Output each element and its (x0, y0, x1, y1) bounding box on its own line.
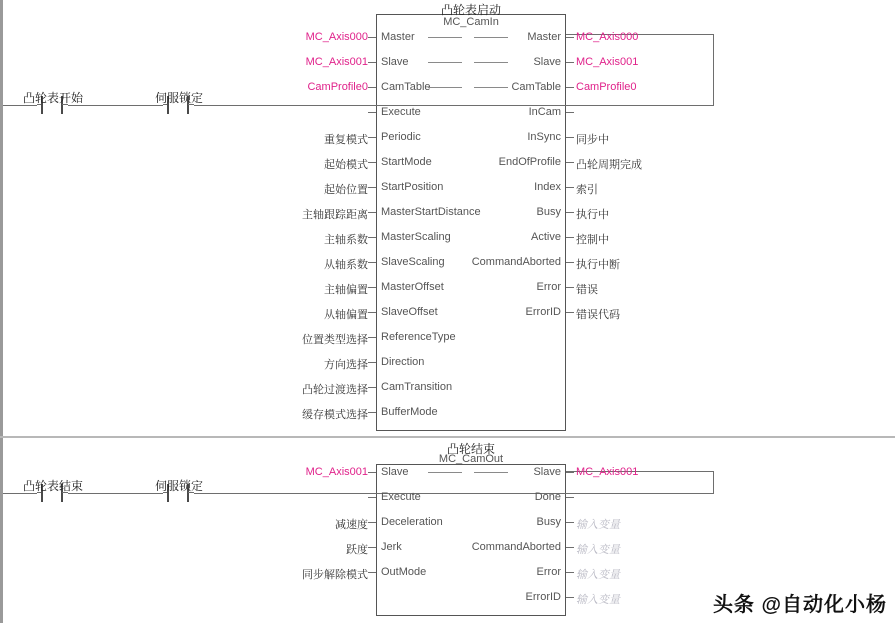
contact-cam-end-label: 凸轮表结束 (22, 479, 83, 493)
output-value-errorid[interactable]: 错误代码 (576, 309, 620, 321)
pin-stub (566, 597, 574, 598)
output-placeholder-busy[interactable]: 输入变量 (576, 519, 620, 531)
pin-in-direction: Direction (381, 356, 425, 368)
pin-out-errorid: ErrorID (525, 306, 561, 318)
input-value-startposition[interactable]: 起始位置 (324, 184, 368, 196)
output-value-slave-2[interactable]: MC_Axis001 (576, 466, 639, 478)
function-block-mc-camin[interactable] (376, 14, 566, 431)
pin-out-busy: Busy (536, 206, 561, 218)
inout-dash-camtable (428, 87, 462, 89)
input-value-masterscaling[interactable]: 主轴系数 (324, 234, 368, 246)
pin-stub (368, 37, 376, 38)
pin-in-masterstartdistance: MasterStartDistance (381, 206, 481, 218)
pin-stub (566, 187, 574, 188)
pin-in-slavescaling: SlaveScaling (381, 256, 445, 268)
pin-in-slave: Slave (381, 56, 409, 68)
pin-stub (368, 412, 376, 413)
output-placeholder-error[interactable]: 输入变量 (576, 569, 620, 581)
pin-in-camtransition: CamTransition (381, 381, 453, 393)
pin-out-slave-2: Slave (533, 466, 561, 478)
pin-out-endofprofile: EndOfProfile (498, 156, 561, 168)
contact-cam-start-label: 凸轮表开始 (22, 91, 83, 105)
pin-stub (566, 162, 574, 163)
pin-in-execute: Execute (381, 106, 421, 118)
input-value-slave[interactable]: MC_Axis001 (305, 56, 368, 68)
output-placeholder-commandaborted[interactable]: 输入变量 (576, 544, 620, 556)
pin-stub (368, 312, 376, 313)
pin-stub (368, 572, 376, 573)
output-value-camtable[interactable]: CamProfile0 (576, 81, 637, 93)
output-value-busy[interactable]: 执行中 (576, 209, 609, 221)
pin-stub (566, 287, 574, 288)
input-value-jerk[interactable]: 跃度 (346, 544, 368, 556)
network2-title: 凸轮结束 (446, 442, 495, 456)
inout-dash-slave (428, 62, 462, 64)
pin-stub (368, 387, 376, 388)
pin-stub (368, 472, 376, 473)
pin-stub (368, 522, 376, 523)
pin-out-busy-2: Busy (536, 516, 561, 528)
inout-dash-slave-n2 (428, 472, 462, 474)
pin-out-active: Active (531, 231, 561, 243)
network1-title: 凸轮表启动 (440, 3, 501, 17)
pin-stub (566, 547, 574, 548)
pin-out-slave: Slave (533, 56, 561, 68)
inout-dash-slave-n2-2 (474, 472, 508, 474)
input-value-slaveoffset[interactable]: 从轴偏置 (324, 309, 368, 321)
pin-out-incam: InCam (528, 106, 561, 118)
pin-stub (566, 262, 574, 263)
pin-in-masterscaling: MasterScaling (381, 231, 451, 243)
pin-stub (368, 547, 376, 548)
pin-out-commandaborted: CommandAborted (471, 256, 561, 268)
pin-stub (368, 337, 376, 338)
pin-in-startposition: StartPosition (381, 181, 444, 193)
pin-in-execute-2: Execute (381, 491, 421, 503)
pin-stub (566, 572, 574, 573)
output-value-endofprofile[interactable]: 凸轮周期完成 (576, 159, 642, 171)
pin-stub (368, 112, 376, 113)
pin-out-insync: InSync (527, 131, 561, 143)
input-value-outmode[interactable]: 同步解除模式 (302, 569, 368, 581)
output-value-active[interactable]: 控制中 (576, 234, 609, 246)
input-value-referencetype[interactable]: 位置类型选择 (302, 334, 368, 346)
pin-in-camtable: CamTable (381, 81, 431, 93)
pin-stub (566, 497, 574, 498)
pin-out-error-2: Error (536, 566, 561, 578)
output-value-index[interactable]: 索引 (576, 184, 598, 196)
contact-servo-lock-1-label: 伺服锁定 (154, 91, 203, 105)
pin-stub (566, 62, 574, 63)
pin-out-errorid-2: ErrorID (525, 591, 561, 603)
pin-stub (368, 87, 376, 88)
pin-stub (566, 87, 574, 88)
pin-stub (566, 212, 574, 213)
input-value-masterstartdistance[interactable]: 主轴跟踪距离 (302, 209, 368, 221)
pin-out-index: Index (534, 181, 561, 193)
input-value-startmode[interactable]: 起始模式 (324, 159, 368, 171)
input-value-slave-2[interactable]: MC_Axis001 (305, 466, 368, 478)
pin-in-referencetype: ReferenceType (381, 331, 456, 343)
output-placeholder-errorid[interactable]: 输入变量 (576, 594, 620, 606)
input-value-masteroffset[interactable]: 主轴偏置 (324, 284, 368, 296)
pin-in-periodic: Periodic (381, 131, 421, 143)
pin-stub (566, 312, 574, 313)
network-separator (0, 436, 895, 438)
pin-out-error: Error (536, 281, 561, 293)
pin-out-camtable: CamTable (511, 81, 561, 93)
pin-in-buffermode: BufferMode (381, 406, 438, 418)
output-value-slave[interactable]: MC_Axis001 (576, 56, 639, 68)
pin-stub (368, 237, 376, 238)
input-value-master[interactable]: MC_Axis000 (305, 31, 368, 43)
inout-dash-camtable-2 (474, 87, 508, 89)
pin-stub (368, 362, 376, 363)
watermark: 头条 @自动化小杨 (712, 594, 887, 616)
pin-stub (368, 262, 376, 263)
pin-stub (368, 212, 376, 213)
pin-stub (368, 287, 376, 288)
network2-rung-riser (713, 471, 714, 494)
input-value-deceleration[interactable]: 减速度 (335, 519, 368, 531)
inout-dash-master (428, 37, 462, 39)
contact-servo-lock-2-label: 伺服锁定 (154, 479, 203, 493)
input-value-camtransition[interactable]: 凸轮过渡选择 (302, 384, 368, 396)
output-value-error[interactable]: 错误 (576, 284, 598, 296)
inout-dash-master-2 (474, 37, 508, 39)
network2-block-name: MC_CamOut (438, 453, 504, 465)
pin-stub (566, 37, 574, 38)
pin-in-startmode: StartMode (381, 156, 432, 168)
input-value-direction[interactable]: 方向选择 (324, 359, 368, 371)
power-rail-left (0, 0, 3, 623)
pin-in-master: Master (381, 31, 415, 43)
pin-stub (368, 187, 376, 188)
output-value-commandaborted[interactable]: 执行中断 (576, 259, 620, 271)
output-value-master[interactable]: MC_Axis000 (576, 31, 639, 43)
pin-in-masteroffset: MasterOffset (381, 281, 444, 293)
pin-in-jerk: Jerk (381, 541, 402, 553)
pin-stub (566, 237, 574, 238)
output-value-insync[interactable]: 同步中 (576, 134, 609, 146)
pin-in-slave-2: Slave (381, 466, 409, 478)
pin-stub (368, 137, 376, 138)
input-value-buffermode[interactable]: 缓存模式选择 (302, 409, 368, 421)
pin-out-master: Master (527, 31, 561, 43)
input-value-slavescaling[interactable]: 从轴系数 (324, 259, 368, 271)
network1-block-name: MC_CamIn (443, 16, 499, 28)
pin-out-done: Done (534, 491, 561, 503)
pin-stub (566, 472, 574, 473)
pin-out-commandaborted-2: CommandAborted (471, 541, 561, 553)
pin-in-deceleration: Deceleration (381, 516, 443, 528)
input-value-periodic[interactable]: 重复模式 (324, 134, 368, 146)
pin-stub (368, 62, 376, 63)
inout-dash-slave-2 (474, 62, 508, 64)
pin-in-slaveoffset: SlaveOffset (381, 306, 438, 318)
pin-in-outmode: OutMode (381, 566, 427, 578)
pin-stub (566, 112, 574, 113)
pin-stub (566, 522, 574, 523)
input-value-camtable[interactable]: CamProfile0 (307, 81, 368, 93)
pin-stub (566, 137, 574, 138)
pin-stub (368, 497, 376, 498)
network1-rung-riser (713, 34, 714, 106)
pin-stub (368, 162, 376, 163)
